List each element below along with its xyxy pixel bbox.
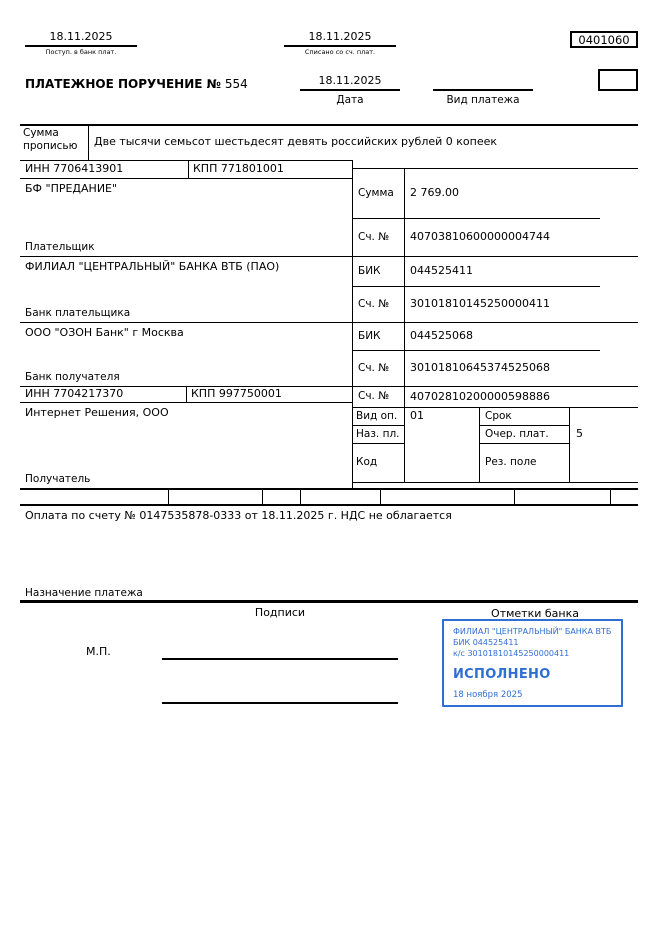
payment-type-caption: Вид платежа <box>446 94 520 106</box>
payer-bank-bik: 044525411 <box>410 264 473 278</box>
stamp-corr-account: к/с 30101810145250000411 <box>453 648 570 658</box>
payment-purpose-caption: Назначение платежа <box>25 587 143 599</box>
payment-type-value <box>433 74 533 91</box>
signature-line-2 <box>162 702 398 704</box>
date-written-off-block <box>284 30 396 56</box>
reserve-field-label: Рез. поле <box>485 456 537 469</box>
code-label: Код <box>356 456 378 469</box>
table-line <box>479 407 480 482</box>
table-line <box>404 168 405 482</box>
payer-account: 40703810600000004744 <box>410 230 550 244</box>
payee-bank-bik: 044525068 <box>410 329 473 343</box>
payer-bank-account-label: Сч. № <box>358 297 390 310</box>
table-line <box>168 488 169 504</box>
payee-name: Интернет Решения, ООО <box>25 406 169 419</box>
payer-bank-account: 30101810145250000411 <box>410 297 550 311</box>
doc-date-value: 18.11.2025 <box>300 74 400 91</box>
stamp-bik: БИК 044525411 <box>453 637 519 647</box>
form-code-box <box>570 31 638 48</box>
signatures-label: Подписи <box>254 606 306 619</box>
table-line <box>20 504 638 506</box>
stamp-bank-name: ФИЛИАЛ "ЦЕНТРАЛЬНЫЙ" БАНКА ВТБ <box>453 627 612 636</box>
pay-purpose-code-label: Наз. пл. <box>356 427 400 440</box>
table-line <box>262 488 263 504</box>
table-line <box>569 407 570 482</box>
payee-bank-account: 30101810645374525068 <box>410 361 550 375</box>
payer-bank-name: ФИЛИАЛ "ЦЕНТРАЛЬНЫЙ" БАНКА ВТБ (ПАО) <box>25 260 280 273</box>
date-received-value: 18.11.2025 <box>25 30 137 47</box>
payer-inn: ИНН 7706413901 <box>25 162 124 175</box>
date-received-caption: Поступ. в банк плат. <box>45 48 117 56</box>
payer-name: БФ "ПРЕДАНИЕ" <box>25 182 118 195</box>
table-line <box>300 488 301 504</box>
signature-line-1 <box>162 658 398 660</box>
payee-account-label: Сч. № <box>358 390 390 403</box>
op-type-label: Вид оп. <box>356 409 398 422</box>
payee-bank-account-label: Сч. № <box>358 361 390 374</box>
table-line <box>186 386 187 402</box>
amount-in-words-label: Сумма прописью <box>23 127 78 153</box>
payee-bank-bik-label: БИК <box>358 329 381 342</box>
payee-bank-name: ООО "ОЗОН Банк" г Москва <box>25 326 184 339</box>
payer-bank-bik-label: БИК <box>358 264 381 277</box>
payment-type-block <box>433 74 533 106</box>
date-written-off-caption: Списано со сч. плат. <box>304 48 376 56</box>
doc-title-label: ПЛАТЕЖНОЕ ПОРУЧЕНИЕ № <box>25 77 222 91</box>
amount-in-words: Две тысячи семьсот шестьдесят девять российских рублей 0 копеек <box>94 135 498 149</box>
sum-label: Сумма <box>358 186 394 199</box>
date-written-off-value: 18.11.2025 <box>284 30 396 47</box>
doc-date-caption: Дата <box>336 94 364 106</box>
payee-bank-caption: Банк получателя <box>25 371 120 383</box>
purpose-separator-line <box>20 600 638 603</box>
payee-caption: Получатель <box>25 473 91 485</box>
payer-kpp: КПП 771801001 <box>193 162 284 175</box>
table-line <box>20 178 352 179</box>
payer-bank-caption: Банк плательщика <box>25 307 131 319</box>
table-line <box>352 482 638 483</box>
payer-account-label: Сч. № <box>358 230 390 243</box>
doc-date-block <box>300 74 400 106</box>
doc-title <box>25 77 248 91</box>
bank-execution-stamp <box>442 619 623 707</box>
table-line <box>380 488 381 504</box>
table-line <box>610 488 611 504</box>
date-received-block <box>25 30 137 56</box>
payment-purpose-text: Оплата по счету № 0147535878-0333 от 18.11.2025 г. НДС не облагается <box>25 509 452 522</box>
table-line <box>20 488 638 490</box>
doc-number: 554 <box>224 77 248 91</box>
stamp-place-label: М.П. <box>86 645 111 658</box>
stamp-status: ИСПОЛНЕНО <box>453 667 551 683</box>
payee-account: 40702810200000598886 <box>410 389 550 403</box>
term-label: Срок <box>485 409 512 422</box>
sum-value: 2 769.00 <box>410 186 459 200</box>
op-type-value: 01 <box>410 409 424 423</box>
table-line <box>88 124 89 160</box>
stamp-date: 18 ноября 2025 <box>453 689 523 700</box>
payer-caption: Плательщик <box>25 241 95 253</box>
payee-kpp: КПП 997750001 <box>191 387 282 400</box>
payment-order-table <box>20 124 638 504</box>
form-code: 0401060 <box>578 32 630 47</box>
table-line <box>188 160 189 178</box>
priority-value: 5 <box>576 427 583 441</box>
status-code-box <box>598 69 638 91</box>
payee-inn: ИНН 7704217370 <box>25 387 124 400</box>
table-line <box>352 160 353 488</box>
table-line <box>20 160 352 161</box>
priority-label: Очер. плат. <box>485 427 549 440</box>
bank-marks-label: Отметки банка <box>491 607 579 620</box>
table-line <box>514 488 515 504</box>
table-line <box>20 402 352 403</box>
